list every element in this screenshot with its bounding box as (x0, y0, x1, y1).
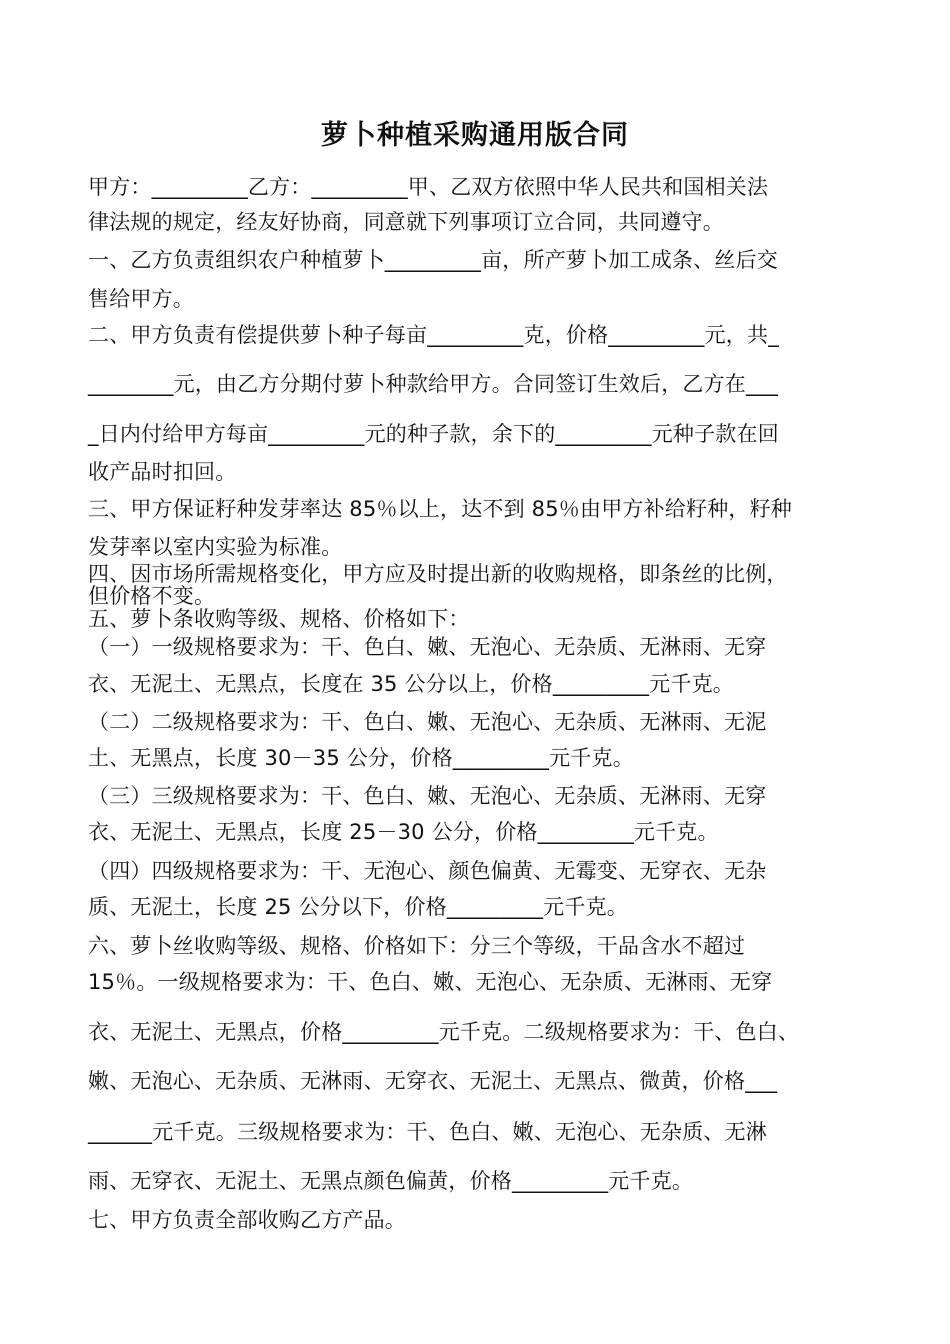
text-line: 甲方：_________乙方：_________甲、乙双方依照中华人民共和国相关法 (88, 175, 769, 199)
text-line: （三）三级规格要求为：干、色白、嫩、无泡心、无杂质、无淋雨、无穿 (88, 784, 767, 808)
text-line: 律法规的规定，经友好协商，同意就下列事项订立合同，共同遵守。 (88, 210, 724, 234)
text-line: _日内付给甲方每亩_________元的种子款，余下的_________元种子款在回 (88, 422, 779, 446)
text-line: 但价格不变。 (88, 584, 216, 608)
text-line: 收产品时扣回。 (88, 460, 237, 484)
text-line: ________元，由乙方分期付萝卜种款给甲方。合同签订生效后，乙方在___ (88, 372, 779, 396)
text-line: 嫩、无泡心、无杂质、无淋雨、无穿衣、无泥土、无黑点、微黄，价格___ (88, 1069, 778, 1093)
text-line: 质、无泥土，长度 25 公分以下，价格_________元千克。 (88, 895, 628, 919)
text-line: 六、萝卜丝收购等级、规格、价格如下：分三个等级，干品含水不超过 (88, 934, 746, 958)
text-line: 二、甲方负责有偿提供萝卜种子每亩_________克，价格_________元，共_ (88, 323, 779, 347)
text-line: 五、萝卜条收购等级、规格、价格如下： (88, 607, 470, 631)
text-line: 土、无黑点，长度 30－35 公分，价格_________元千克。 (88, 746, 634, 770)
text-line: 15％。一级规格要求为：干、色白、嫩、无泡心、无杂质、无淋雨、无穿 (88, 970, 773, 994)
text-line: 七、甲方负责全部收购乙方产品。 (88, 1208, 406, 1232)
text-line: （一）一级规格要求为：干、色白、嫩、无泡心、无杂质、无淋雨、无穿 (88, 635, 767, 659)
text-line: （四）四级规格要求为：干、无泡心、颜色偏黄、无霉变、无穿衣、无杂 (88, 859, 767, 883)
text-line: 四、因市场所需规格变化，甲方应及时提出新的收购规格，即条丝的比例， (88, 562, 788, 586)
text-line: 发芽率以室内实验为标准。 (88, 535, 343, 559)
text-line: 三、甲方保证籽种发芽率达 85％以上，达不到 85％由甲方补给籽种，籽种 (88, 497, 792, 521)
text-line: 衣、无泥土、无黑点，长度在 35 公分以上，价格_________元千克。 (88, 672, 734, 696)
text-line: 雨、无穿衣、无泥土、无黑点颜色偏黄，价格_________元千克。 (88, 1169, 694, 1193)
text-line: 售给甲方。 (88, 287, 194, 311)
document-title: 萝卜种植采购通用版合同 (321, 120, 629, 151)
text-line: ______元千克。三级规格要求为：干、色白、嫩、无泡心、无杂质、无淋 (88, 1120, 767, 1144)
text-line: 衣、无泥土、无黑点，长度 25－30 公分，价格_________元千克。 (88, 820, 719, 844)
text-line: 一、乙方负责组织农户种植萝卜_________亩，所产萝卜加工成条、丝后交 (88, 248, 778, 272)
text-line: （二）二级规格要求为：干、色白、嫩、无泡心、无杂质、无淋雨、无泥 (88, 710, 767, 734)
text-line: 衣、无泥土、无黑点，价格_________元千克。二级规格要求为：干、色白、 (88, 1020, 800, 1044)
